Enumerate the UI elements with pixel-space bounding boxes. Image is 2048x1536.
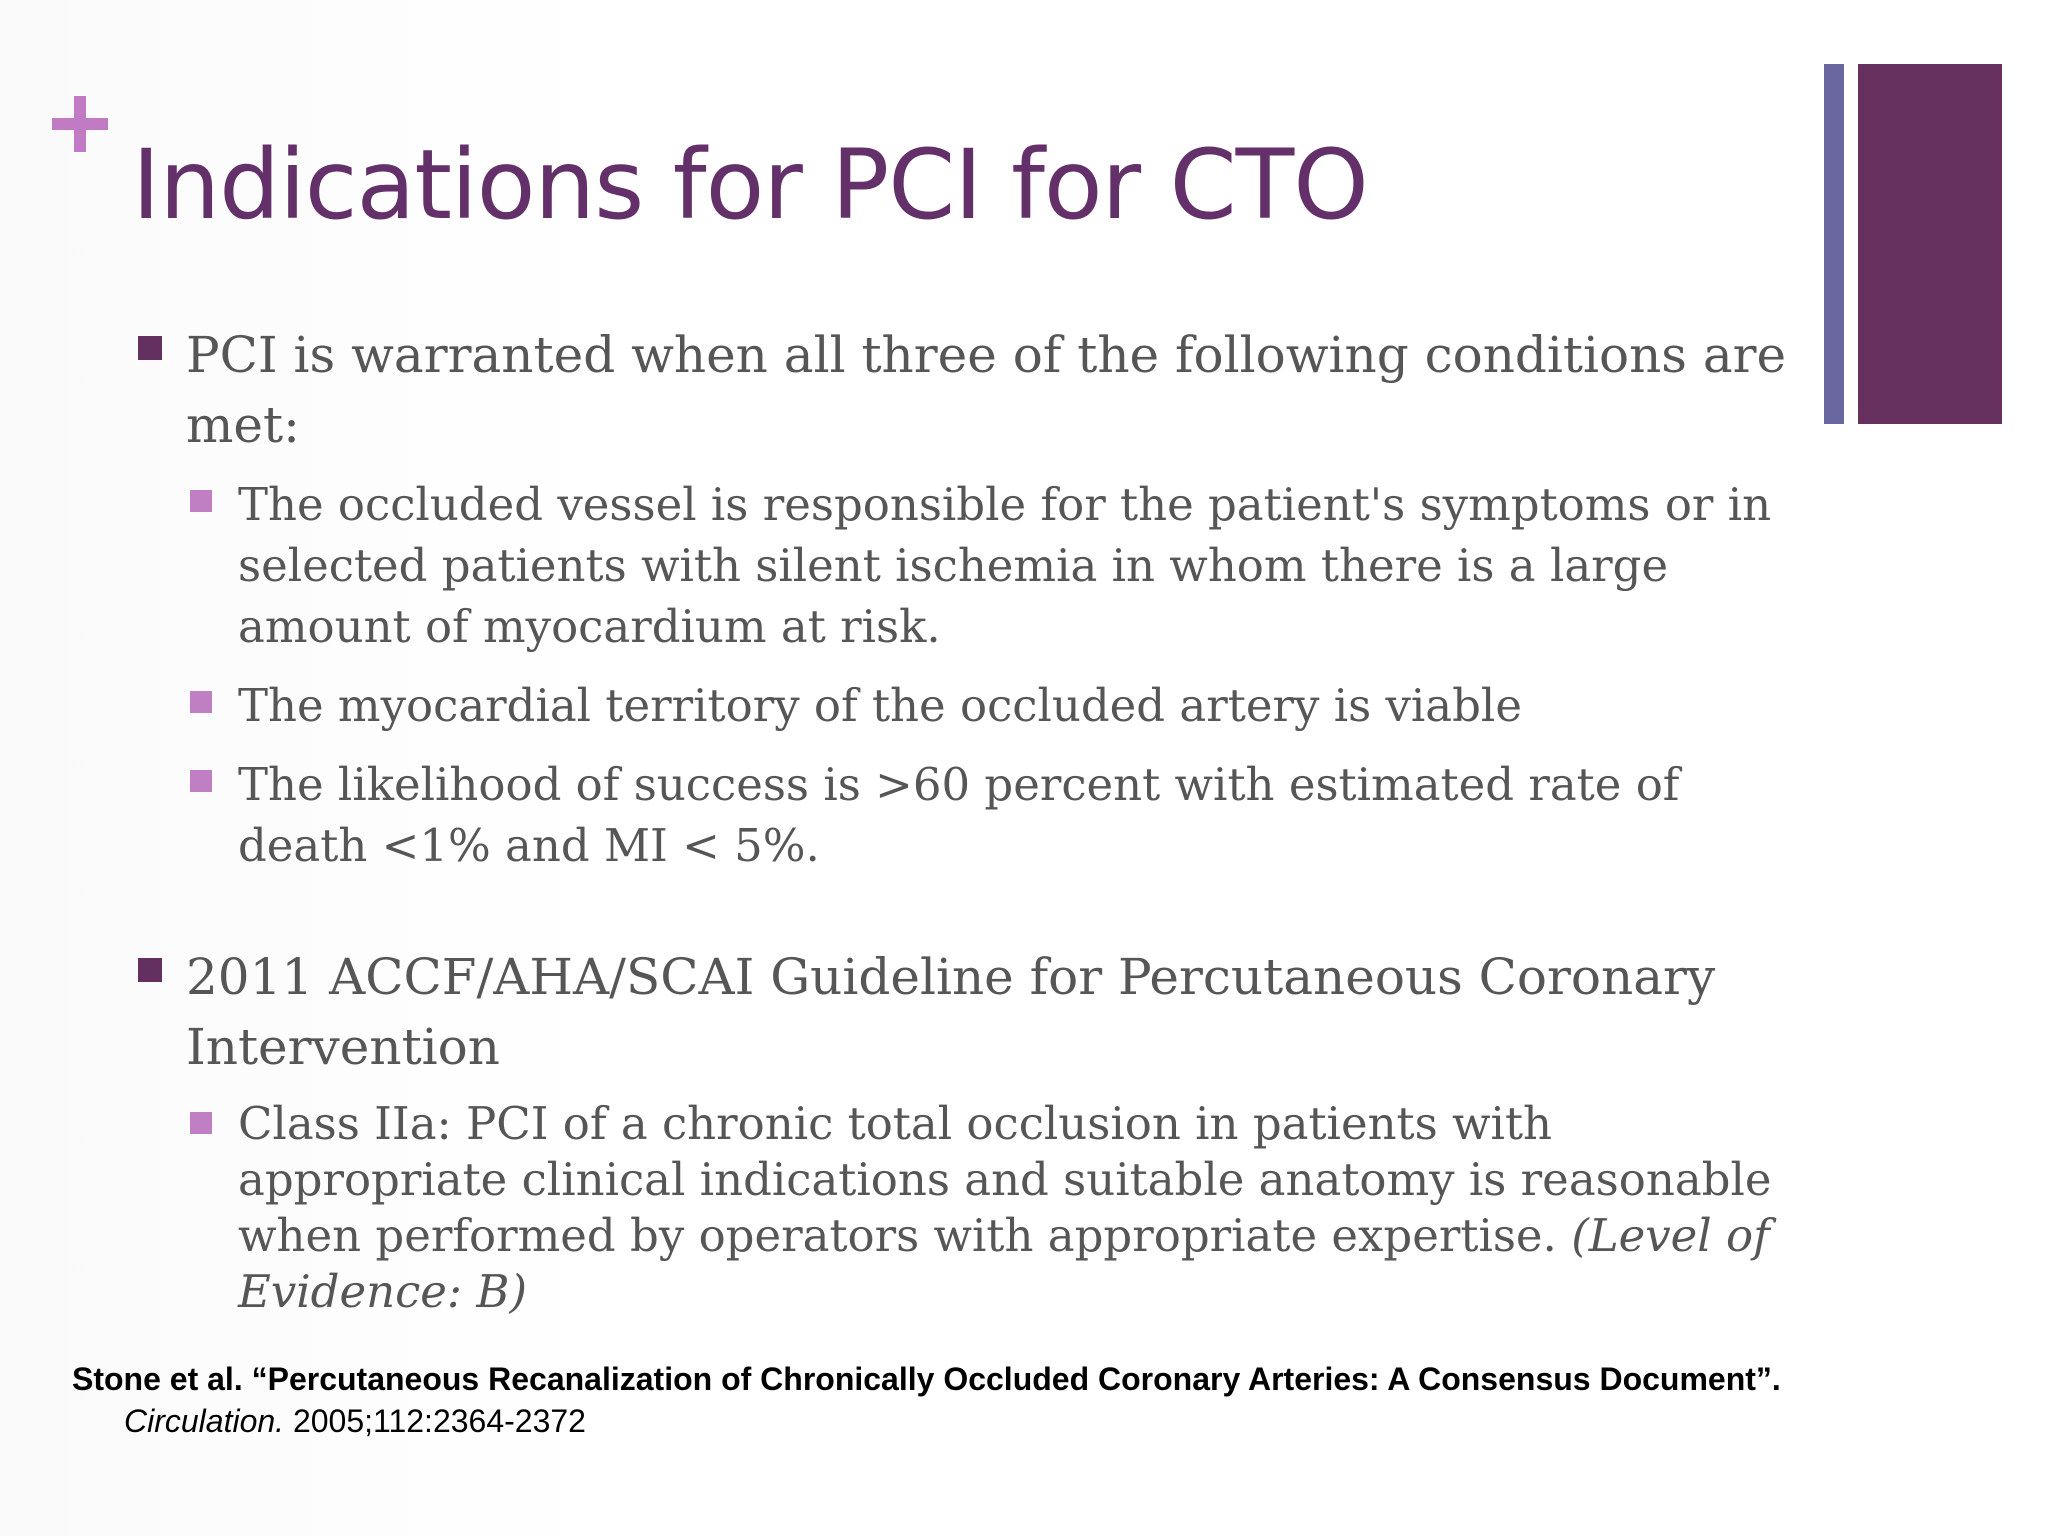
slide-content	[138, 320, 1798, 1320]
bullet-1-subitem-3	[190, 754, 1798, 876]
bullet-1	[138, 320, 1798, 460]
slide-title: Indications for PCI for CTO	[132, 129, 1368, 241]
reference-journal: Circulation.	[124, 1403, 285, 1439]
reference	[72, 1358, 1781, 1442]
bullet-1-subitem-2	[190, 675, 1798, 736]
bullet-1-subitem-2-text: The myocardial territory of the occluded artery is viable	[238, 679, 1522, 732]
bullet-1-subitem-1	[190, 474, 1798, 657]
reference-title: Stone et al. “Percutaneous Recanalization of Chronically Occluded Coronary Arteries: A Consensus Document”.	[72, 1361, 1781, 1397]
bullet-1-text: PCI is warranted when all three of the following conditions are met:	[186, 326, 1787, 454]
decorative-bar-thin	[1824, 64, 1844, 424]
level-of-evidence: (Level of Evidence: B)	[238, 1209, 1770, 1318]
bullet-2-text: 2011 ACCF/AHA/SCAI Guideline for Percutaneous Coronary Intervention	[186, 948, 1716, 1076]
bullet-1-subitem-3-text: The likelihood of success is >60 percent with estimated rate of death <1% and MI < 5%.	[238, 758, 1680, 872]
reference-citation-line	[72, 1400, 1781, 1442]
plus-icon	[52, 96, 108, 152]
decorative-bar-thick	[1858, 64, 2002, 424]
bullet-1-subitem-1-text: The occluded vessel is responsible for the patient's symptoms or in selected patients with silent ischemia in whom there is a large amount of myocardium at risk.	[238, 478, 1772, 653]
reference-citation: 2005;112:2364-2372	[292, 1403, 586, 1439]
bullet-2-subitem-1	[190, 1096, 1798, 1320]
bullet-2	[138, 942, 1798, 1082]
bullet-2-subitem-1-text: Class IIa: PCI of a chronic total occlusion in patients with appropriate clinical indications and suitable anatomy is reasonable when performed by operators with appropriate expertise.	[238, 1097, 1772, 1262]
